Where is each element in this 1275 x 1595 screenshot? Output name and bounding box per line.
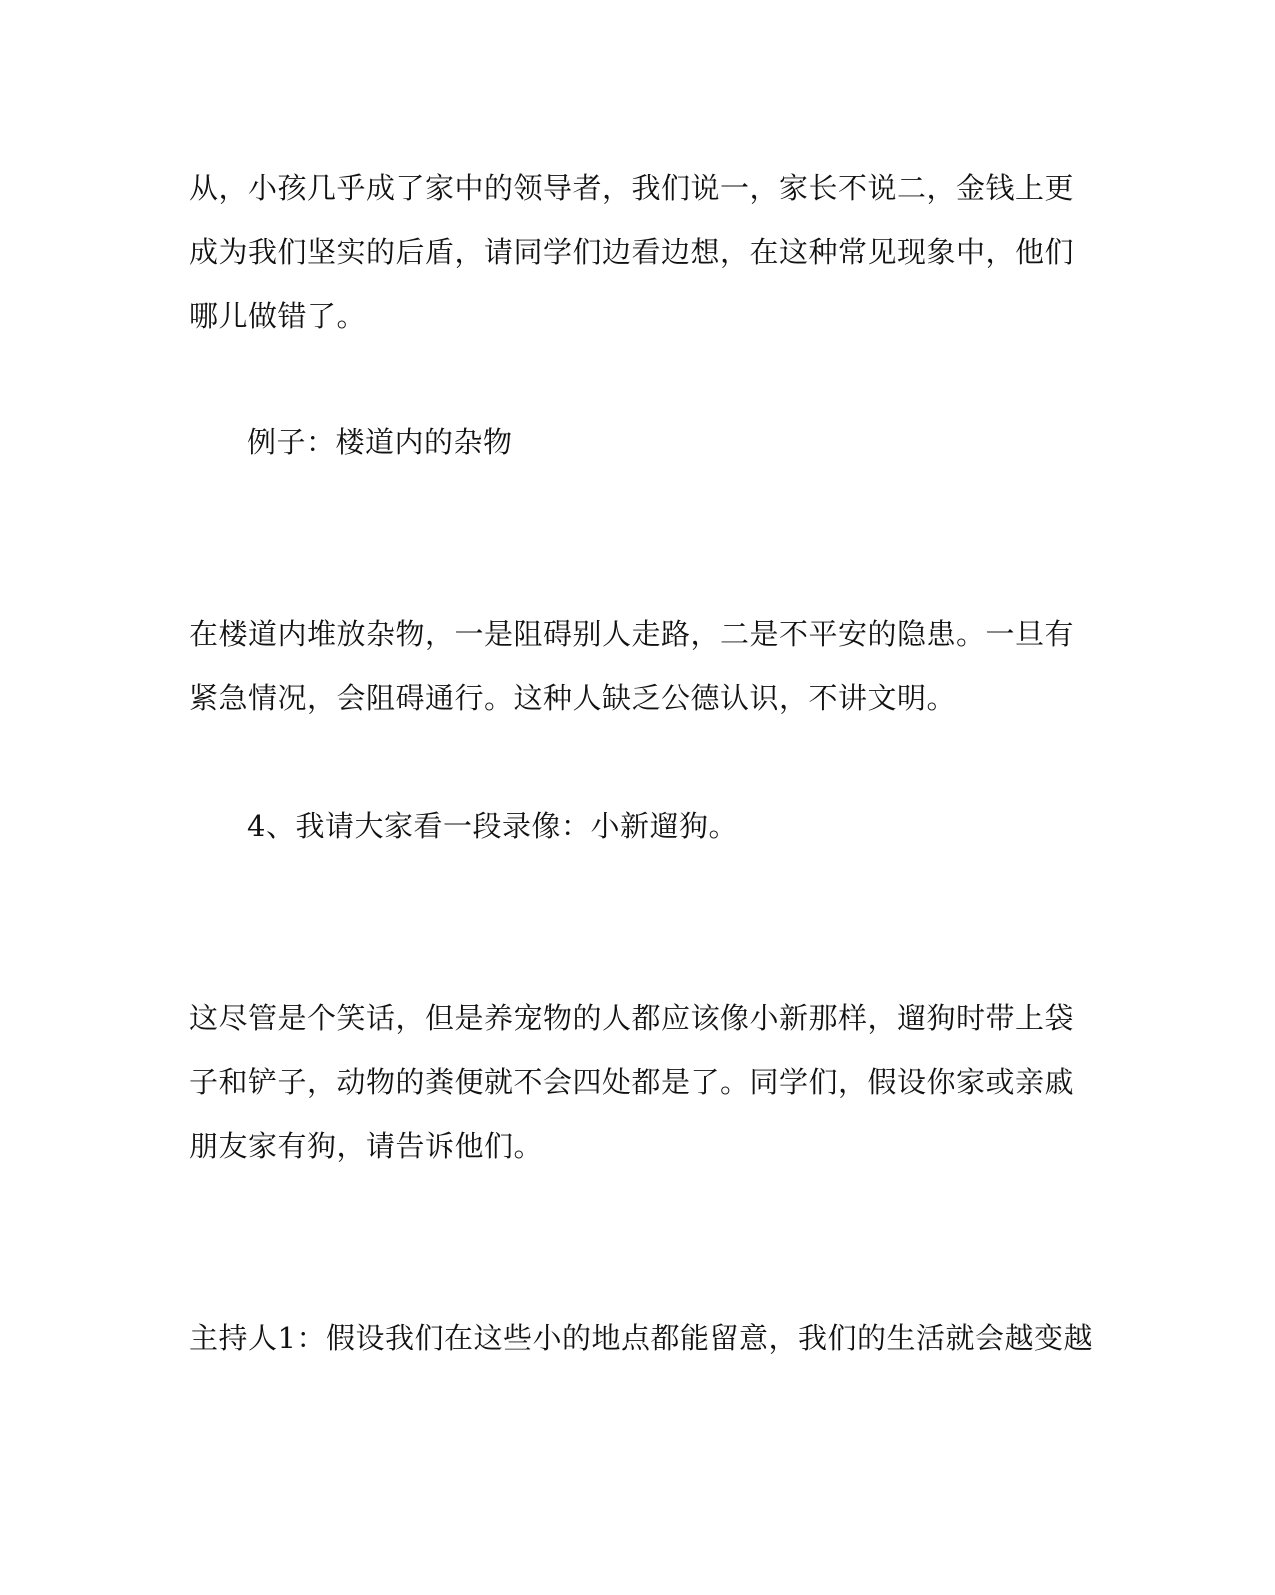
- paragraph-2-line-1: 在楼道内堆放杂物，一是阻碍别人走路，二是不平安的隐患。一旦有: [189, 617, 1075, 651]
- paragraph-2-line-2: 紧急情况，会阻碍通行。这种人缺乏公德认识，不讲文明。: [189, 681, 957, 715]
- paragraph-3-line-3: 朋友家有狗，请告诉他们。: [189, 1129, 544, 1163]
- paragraph-3-line-1: 这尽管是个笑话，但是养宠物的人都应该像小新那样，遛狗时带上袋: [189, 1001, 1075, 1035]
- paragraph-4-line-1: 主持人1：假设我们在这些小的地点都能留意，我们的生活就会越变越: [189, 1321, 1093, 1355]
- item-4-heading: 4、我请大家看一段录像：小新遛狗。: [247, 809, 738, 843]
- paragraph-1-line-1: 从，小孩几乎成了家中的领导者，我们说一，家长不说二，金钱上更: [189, 171, 1075, 205]
- example-heading: 例子：楼道内的杂物: [247, 425, 513, 459]
- paragraph-1-line-2: 成为我们坚实的后盾，请同学们边看边想，在这种常见现象中，他们: [189, 235, 1075, 269]
- paragraph-1-line-3: 哪儿做错了。: [189, 299, 367, 333]
- paragraph-3-line-2: 子和铲子，动物的粪便就不会四处都是了。同学们，假设你家或亲戚: [189, 1065, 1075, 1099]
